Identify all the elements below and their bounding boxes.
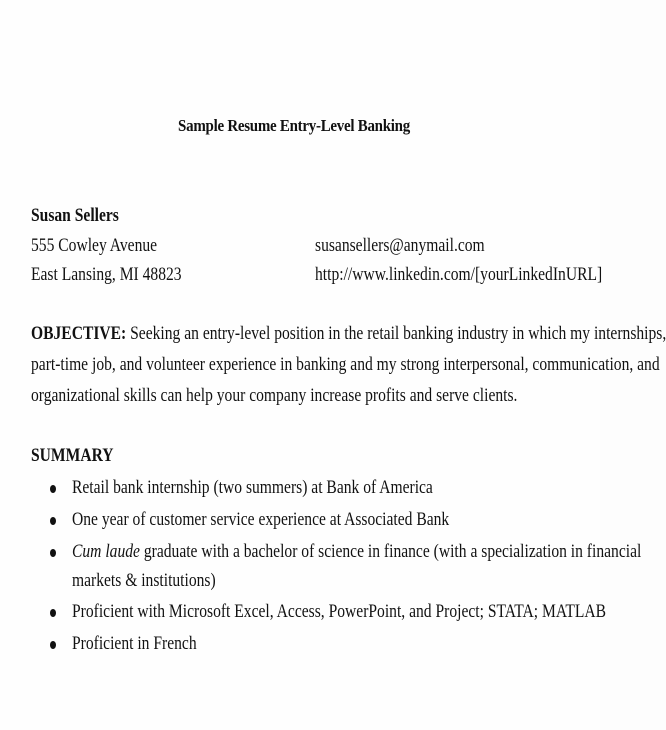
summary-item-4: Proficient with Microsoft Excel, Access, PowerPoint, and Project; STATA; MATLAB bbox=[72, 601, 607, 622]
document-title: Sample Resume Entry-Level Banking bbox=[178, 116, 410, 135]
address-line-1: 555 Cowley Avenue bbox=[31, 235, 158, 256]
objective-line-3: organizational skills can help your company increase profits and serve clients. bbox=[31, 385, 518, 406]
objective-heading: OBJECTIVE: bbox=[31, 323, 127, 344]
summary-heading: SUMMARY bbox=[31, 445, 114, 466]
bullet-icon bbox=[50, 609, 56, 617]
summary-item-1: Retail bank internship (two summers) at Bank of America bbox=[72, 477, 433, 498]
bullet-icon bbox=[50, 549, 56, 557]
summary-item-3 bbox=[72, 541, 641, 563]
summary-item-2: One year of customer service experience at Associated Bank bbox=[72, 509, 450, 530]
objective-line-2: part-time job, and volunteer experience in banking and my strong interpersonal, communication, and bbox=[31, 354, 660, 375]
bullet-icon bbox=[50, 517, 56, 525]
summary-item-3-text: graduate with a bachelor of science in finance (with a specialization in financial bbox=[139, 541, 642, 562]
cum-laude-text: Cum laude bbox=[72, 541, 140, 562]
summary-item-3-continuation: markets & institutions) bbox=[72, 570, 216, 591]
summary-item-5: Proficient in French bbox=[72, 633, 197, 654]
linkedin-url: http://www.linkedin.com/[yourLinkedInURL] bbox=[315, 264, 603, 285]
bullet-icon bbox=[50, 485, 56, 493]
address-line-2: East Lansing, MI 48823 bbox=[31, 264, 182, 285]
applicant-name: Susan Sellers bbox=[31, 205, 119, 226]
objective-text-1: Seeking an entry-level position in the retail banking industry in which my internships, bbox=[126, 323, 666, 344]
bullet-icon bbox=[50, 641, 56, 649]
objective-line-1 bbox=[31, 323, 666, 345]
email-address: susansellers@anymail.com bbox=[315, 235, 485, 256]
